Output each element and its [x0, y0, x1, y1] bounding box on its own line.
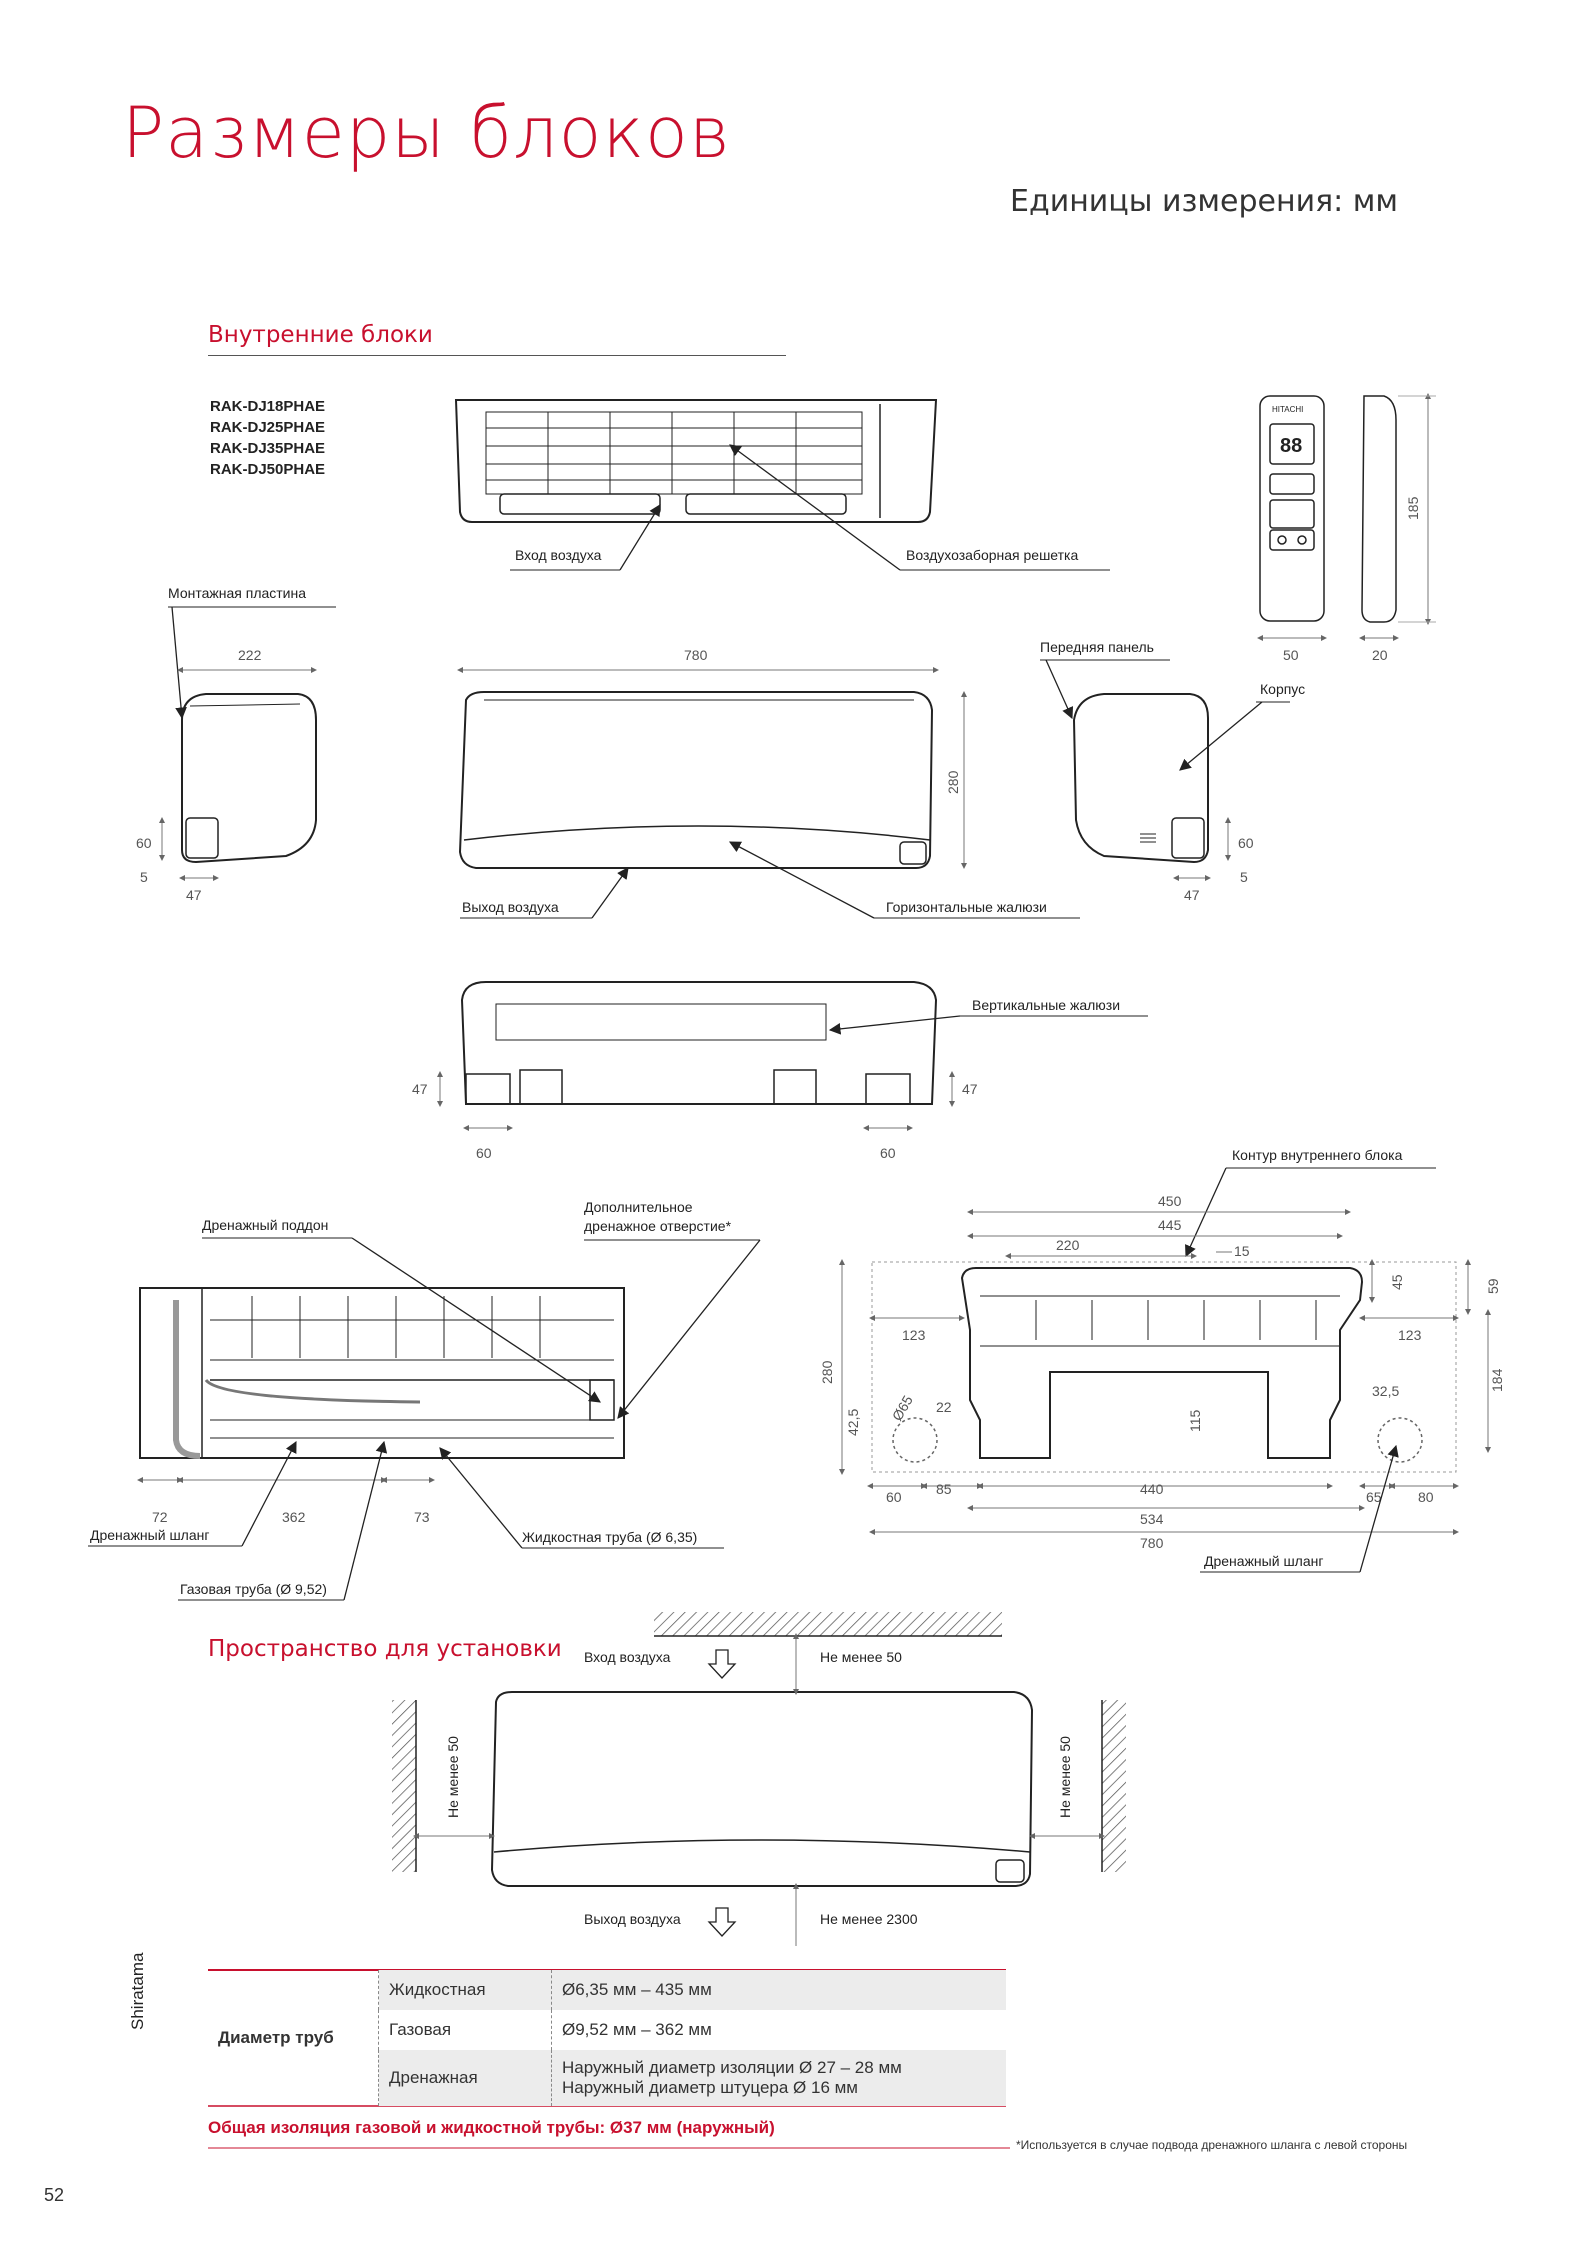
dim-side-60: 60 [136, 835, 152, 851]
dim-plate-60: 60 [886, 1489, 902, 1505]
label-front-panel: Передняя панель [1040, 639, 1154, 655]
dim-remote-depth: 20 [1372, 647, 1388, 663]
remote-front [1260, 396, 1324, 621]
dim-height: 280 [945, 770, 961, 794]
label-drain-hose-plate: Дренажный шланг [1204, 1553, 1324, 1569]
dim-plate-45: 45 [1389, 1274, 1405, 1290]
label-drain-pan: Дренажный поддон [202, 1217, 329, 1233]
model-item: RAK-DJ35PHAE [210, 440, 326, 457]
table-value-liquid: Ø6,35 мм – 435 мм [552, 1970, 1007, 2010]
model-item: RAK-DJ18PHAE [210, 398, 326, 415]
label-drain-hose: Дренажный шланг [90, 1527, 210, 1543]
unit-top-view [456, 400, 936, 522]
dim-plate-445: 445 [1158, 1217, 1182, 1233]
dim-plate-780: 780 [1140, 1535, 1164, 1551]
table-row-header: Диаметр труб [218, 2028, 334, 2047]
label-gas-pipe: Газовая труба (Ø 9,52) [180, 1581, 327, 1597]
side-view-left [182, 694, 316, 862]
dim-plate-15: 15 [1234, 1243, 1250, 1259]
dim-plate-220: 220 [1056, 1237, 1080, 1253]
clearance-unit [492, 1692, 1032, 1886]
rear-piping-view [140, 1288, 624, 1458]
remote-side [1362, 396, 1396, 622]
dim-plate-22: 22 [936, 1399, 952, 1415]
dim-side-47: 47 [186, 887, 202, 903]
label-air-outlet: Выход воздуха [462, 899, 559, 915]
dim-plate-80: 80 [1418, 1489, 1434, 1505]
dim-plate-440: 440 [1140, 1481, 1164, 1497]
label-casing: Корпус [1260, 681, 1306, 697]
clearance-air-inlet: Вход воздуха [584, 1649, 671, 1665]
total-insulation-note: Общая изоляция газовой и жидкостной трубы: Ø37 мм (наружный) [208, 2118, 775, 2137]
dim-plate-123-left: 123 [902, 1327, 926, 1343]
dim-bottom-47-left: 47 [412, 1081, 428, 1097]
dim-width: 780 [684, 647, 708, 663]
table-value-drain [552, 2050, 1007, 2106]
model-item: RAK-DJ25PHAE [210, 419, 326, 436]
label-extra-drain-2: дренажное отверстие* [584, 1218, 732, 1234]
table-type-gas: Газовая [379, 2010, 552, 2050]
dim-bottom-47-right: 47 [962, 1081, 978, 1097]
table-value-gas: Ø9,52 мм – 362 мм [552, 2010, 1007, 2050]
dim-bottom-60-left: 60 [476, 1145, 492, 1161]
inlet-arrow-icon [709, 1650, 735, 1678]
dim-plate-85: 85 [936, 1481, 952, 1497]
clearance-air-outlet: Выход воздуха [584, 1911, 681, 1927]
unit-bottom-view [462, 982, 936, 1104]
dim-plate-534: 534 [1140, 1511, 1164, 1527]
clearance-min-2300: Не менее 2300 [820, 1911, 918, 1927]
units-note: Единицы измерения: мм [1010, 184, 1399, 219]
dim-plate-450: 450 [1158, 1193, 1182, 1209]
remote-display: 88 [1280, 435, 1303, 457]
dim-plate-d65: Ø65 [888, 1392, 916, 1424]
dim-side-5: 5 [140, 869, 148, 885]
dim-pipe-72: 72 [152, 1509, 168, 1525]
dim-right-47: 47 [1184, 887, 1200, 903]
remote-brand: HITACHI [1272, 405, 1304, 414]
dim-plate-42-5: 42,5 [845, 1408, 861, 1436]
dim-plate-115: 115 [1187, 1409, 1203, 1432]
dim-pipe-362: 362 [282, 1509, 306, 1525]
dim-plate-280: 280 [819, 1360, 835, 1384]
dim-right-5: 5 [1240, 869, 1248, 885]
label-horizontal-louvers: Горизонтальные жалюзи [886, 899, 1047, 915]
label-unit-outline: Контур внутреннего блока [1232, 1147, 1403, 1163]
dim-pipe-73: 73 [414, 1509, 430, 1525]
outlet-arrow-icon [709, 1908, 735, 1936]
unit-front-view [460, 692, 932, 868]
label-mounting-plate: Монтажная пластина [168, 585, 307, 601]
pipe-diameter-table [208, 1970, 1006, 2106]
table-type-drain: Дренажная [379, 2050, 552, 2106]
footnote: *Используется в случае подвода дренажного шланга с левой стороны [1016, 2138, 1408, 2152]
dim-right-60: 60 [1238, 835, 1254, 851]
side-view-right [1074, 694, 1208, 862]
label-vertical-louvers: Вертикальные жалюзи [972, 997, 1121, 1013]
label-liquid-pipe: Жидкостная труба (Ø 6,35) [522, 1529, 698, 1545]
dim-remote-height: 185 [1405, 496, 1421, 520]
page-number: 52 [44, 2185, 65, 2205]
model-item: RAK-DJ50PHAE [210, 461, 326, 478]
table-value-drain-insulation: Наружный диаметр изоляции Ø 27 – 28 мм [562, 2058, 902, 2077]
left-wall-hatch [392, 1700, 416, 1872]
ceiling-hatch [654, 1612, 1002, 1636]
dim-side-depth: 222 [238, 647, 262, 663]
dim-plate-123-right: 123 [1398, 1327, 1422, 1343]
right-wall-hatch [1102, 1700, 1126, 1872]
label-extra-drain-1: Дополнительное [584, 1199, 693, 1215]
clearance-heading: Пространство для установки [208, 1636, 562, 1662]
series-side-label: Shiratama [128, 1952, 147, 2030]
label-intake-grille: Воздухозаборная решетка [906, 547, 1079, 563]
table-value-drain-fitting: Наружный диаметр штуцера Ø 16 мм [562, 2078, 858, 2097]
mounting-plate-view [893, 1268, 1422, 1462]
clearance-left-min: Не менее 50 [445, 1736, 461, 1818]
clearance-min-50: Не менее 50 [820, 1649, 902, 1665]
dim-bottom-60-right: 60 [880, 1145, 896, 1161]
indoor-heading: Внутренние блоки [208, 322, 433, 348]
label-air-inlet: Вход воздуха [515, 547, 602, 563]
dim-plate-184: 184 [1489, 1368, 1505, 1392]
dim-remote-width: 50 [1283, 647, 1299, 663]
page-title: Размеры блоков [122, 92, 731, 174]
dim-plate-32-5: 32,5 [1372, 1383, 1400, 1399]
dim-plate-59: 59 [1485, 1278, 1501, 1294]
clearance-right-min: Не менее 50 [1057, 1736, 1073, 1818]
dim-plate-65: 65 [1366, 1489, 1382, 1505]
table-type-liquid: Жидкостная [379, 1970, 552, 2010]
